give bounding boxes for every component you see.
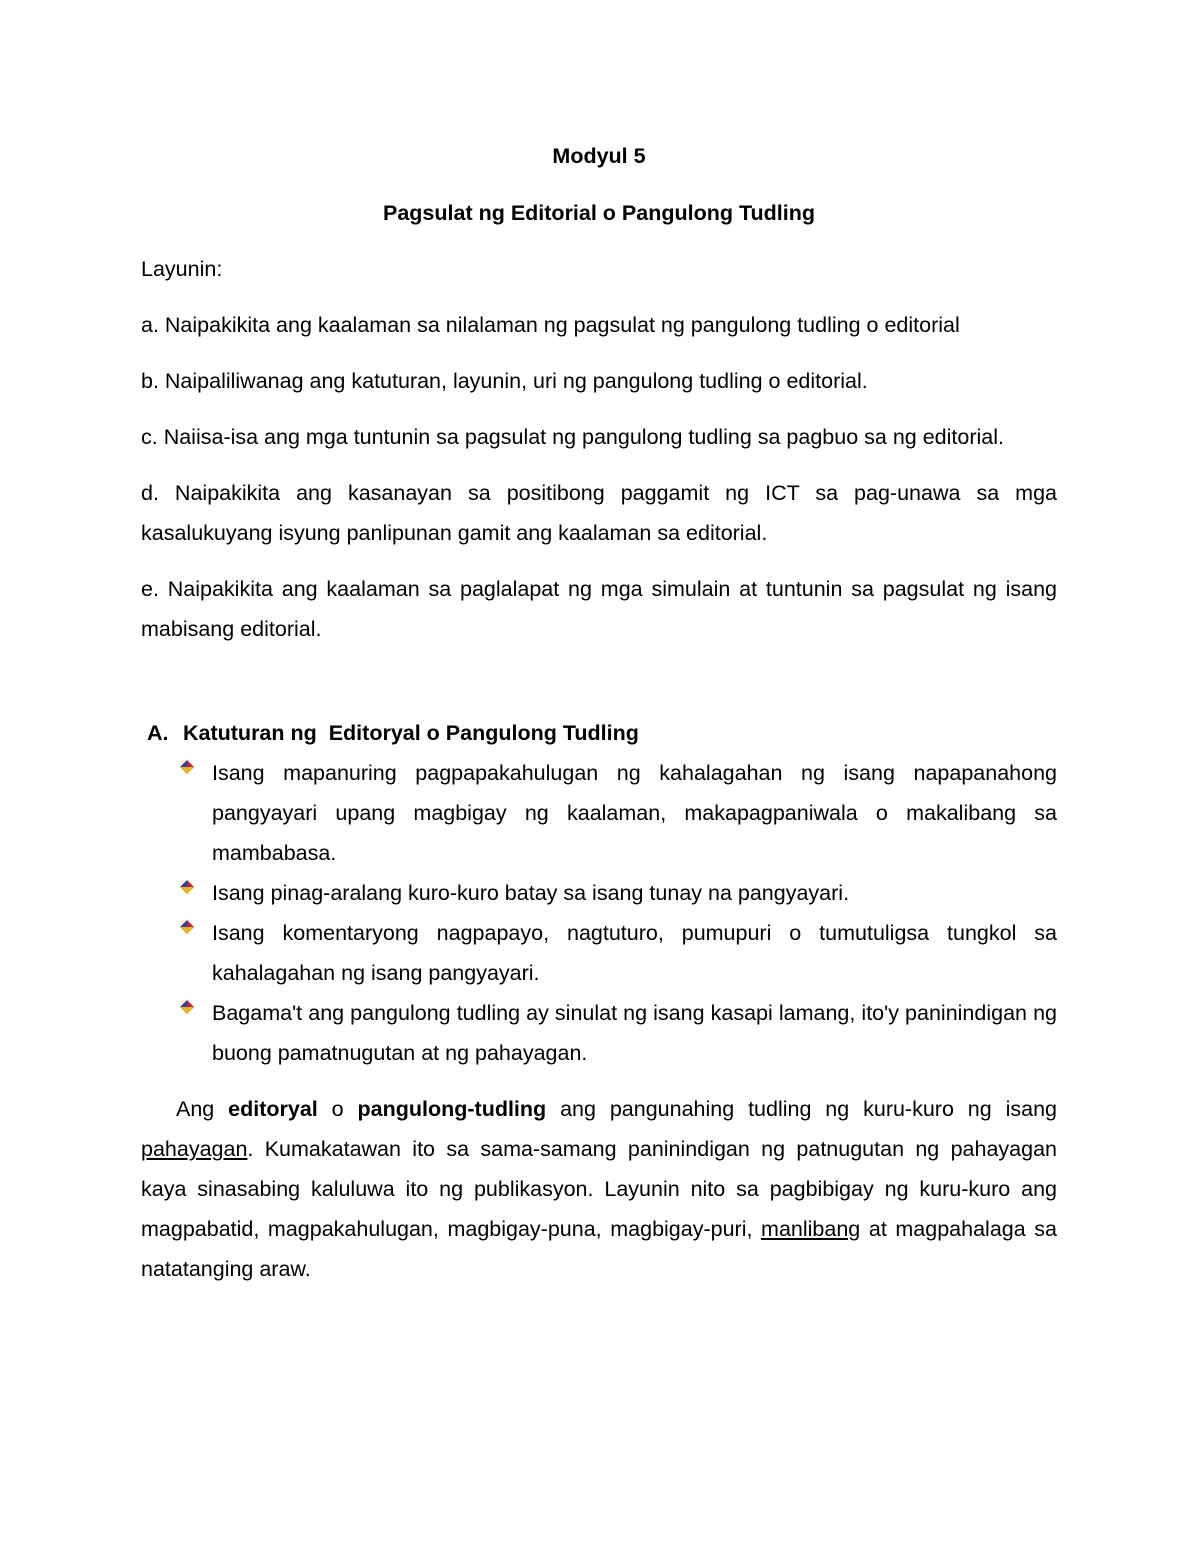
- paragraph-text: o: [317, 1097, 358, 1121]
- section-a-heading: [147, 713, 1057, 753]
- section-a-letter: A.: [147, 721, 169, 745]
- bullet-text: Bagama't ang pangulong tudling ay sinulat ng isang kasapi lamang, ito'y paninindigan ng buong pamatnugutan at ng pahayagan.: [212, 1001, 1057, 1065]
- section-a-bullet-list: [141, 753, 1057, 1073]
- objective-c: c. Naiisa-isa ang mga tuntunin sa pagsulat ng pangulong tudling sa pagbuo sa ng editorial.: [141, 425, 1004, 449]
- arrow-bullet-icon: [179, 919, 195, 935]
- page-title: Modyul 5: [552, 144, 646, 168]
- list-item: [141, 913, 1057, 993]
- term-editoryal: editoryal: [228, 1097, 318, 1121]
- pahayagan-link[interactable]: pahayagan: [141, 1137, 248, 1161]
- arrow-bullet-icon: [179, 759, 195, 775]
- bullet-text: Isang pinag-aralang kuro-kuro batay sa isang tunay na pangyayari.: [212, 881, 850, 905]
- paragraph-text: . Kumakatawan ito sa sama-samang paninindigan ng patnugutan ng pahayagan kaya sinasabing kaluluwa ito ng publikasyon. Layunin nito sa pagbibigay ng kuru-kuro ang magpabatid, magpakahulugan, magbigay-puna, magbigay-puri,: [141, 1137, 1057, 1241]
- manlibang-link[interactable]: manlibang: [761, 1217, 861, 1241]
- section-a-title: Katuturan ng Editoryal o Pangulong Tudling: [183, 721, 639, 745]
- paragraph-text: Ang: [176, 1097, 229, 1121]
- arrow-bullet-icon: [179, 879, 195, 895]
- term-pangulong-tudling: pangulong-tudling: [357, 1097, 547, 1121]
- paragraph-text: at magpahalaga sa natatanging araw.: [141, 1217, 1057, 1281]
- arrow-bullet-icon: [179, 999, 195, 1015]
- list-item: [141, 873, 1057, 913]
- objective-d: d. Naipakikita ang kasanayan sa positibong paggamit ng ICT sa pag-unawa sa mga kasalukuyang isyung panlipunan gamit ang kaalaman sa editorial.: [141, 481, 1057, 545]
- paragraph-text: ang pangunahing tudling ng kuru-kuro ng isang: [546, 1097, 1058, 1121]
- editoryal-paragraph: [141, 1089, 1057, 1289]
- objective-a: a. Naipakikita ang kaalaman sa nilalaman ng pagsulat ng pangulong tudling o editorial: [141, 313, 960, 337]
- list-item: [141, 753, 1057, 873]
- bullet-text: Isang komentaryong nagpapayo, nagtuturo, pumupuri o tumutuligsa tungkol sa kahalagahan ng isang pangyayari.: [212, 921, 1057, 985]
- objectives-label: Layunin:: [141, 257, 223, 281]
- objective-e: e. Naipakikita ang kaalaman sa paglalapat ng mga simulain at tuntunin sa pagsulat ng isang mabisang editorial.: [141, 577, 1057, 641]
- bullet-text: Isang mapanuring pagpapakahulugan ng kahalagahan ng isang napapanahong pangyayari upang magbigay ng kaalaman, makapagpaniwala o makalibang sa mambabasa.: [212, 761, 1057, 865]
- document-content: [141, 136, 1057, 1289]
- page-subtitle: Pagsulat ng Editorial o Pangulong Tudling: [383, 201, 815, 225]
- objective-b: b. Naipaliliwanag ang katuturan, layunin, uri ng pangulong tudling o editorial.: [141, 369, 868, 393]
- list-item: [141, 993, 1057, 1073]
